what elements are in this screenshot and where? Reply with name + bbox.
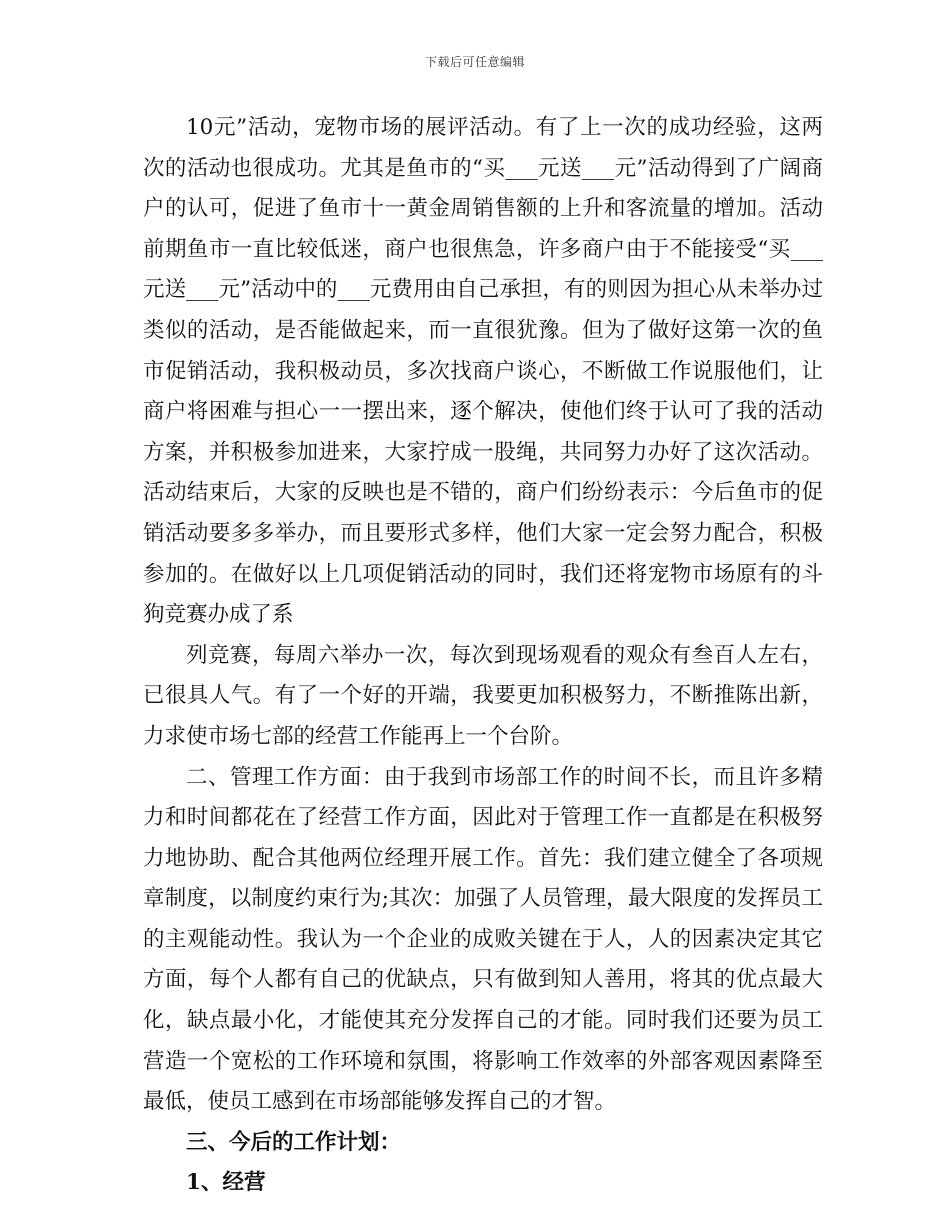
paragraph-management-work: 二、管理工作方面：由于我到市场部工作的时间不长，而且许多精力和时间都花在了经营工作方面，因此对于管理工作一直都是在积极努力地协助、配合其他两位经理开展工作。首先：我们建立健全了各项规章制度，以制度约束行为;其次：加强了人员管理，最大限度的发挥员工的主观能动性。我认为一个企业的成败关键在于人，人的因素决定其它方面，每个人都有自己的优缺点，只有做到知人善用，将其的优点最大化，缺点最小化，才能使其充分发挥自己的才能。同时我们还要为员工营造一个宽松的工作环境和氛围，将影响工作效率的外部客观因素降至最低，使员工感到在市场部能够发挥自己的才智。 [143, 764, 823, 1115]
section-heading-future-plan: 三、今后的工作计划： [186, 1129, 402, 1155]
subsection-heading-operations: 1、经营 [186, 1170, 266, 1196]
paragraph-series-competition: 列竞赛，每周六举办一次，每次到现场观看的观众有叁百人左右，已很具人气。有了一个好的开端，我要更加积极努力，不断推陈出新，力求使市场七部的经营工作能再上一个台阶。 [143, 642, 823, 749]
paragraph-promotion-activities: 10元”活动，宠物市场的展评活动。有了上一次的成功经验，这两次的活动也很成功。尤其是鱼市的“买___元送___元”活动得到了广阔商户的认可，促进了鱼市十一黄金周销售额的上升和客流量的增加。活动前期鱼市一直比较低迷，商户也很焦急，许多商户由于不能接受“买___元送___元”活动中的___元费用由自己承担，有的则因为担心从未举办过类似的活动，是否能做起来，而一直很犹豫。但为了做好这第一次的鱼市促销活动，我积极动员，多次找商户谈心，不断做工作说服他们，让商户将困难与担心一一摆出来，逐个解决，使他们终于认可了我的活动方案，并积极参加进来，大家拧成一股绳，共同努力办好了这次活动。活动结束后，大家的反映也是不错的，商户们纷纷表示：今后鱼市的促销活动要多多举办，而且要形式多样，他们大家一定会努力配合，积极参加的。在做好以上几项促销活动的同时，我们还将宠物市场原有的斗狗竞赛办成了系 [143, 115, 823, 628]
page-header: 下载后可任意编辑 [424, 55, 525, 69]
document-body [143, 108, 823, 1204]
